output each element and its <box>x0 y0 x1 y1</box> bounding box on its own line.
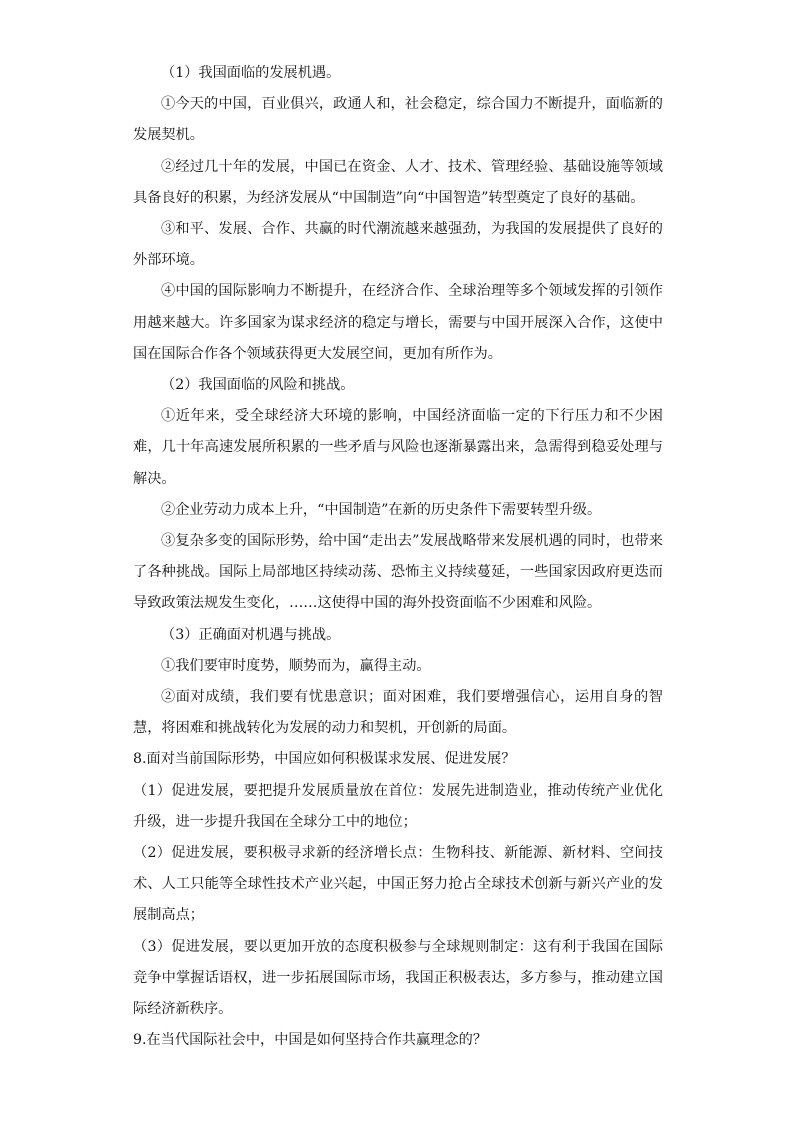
document-body <box>133 58 663 1057</box>
section-heading-risks: （2）我国面临的风险和挑战。 <box>161 377 355 394</box>
paragraph-opportunity-1: ①今天的中国，百业俱兴，政通人和，社会稳定，综合国力不断提升，面临新的发展契机。 <box>133 96 663 144</box>
answer-8-point-1: （1）促进发展，要把提升发展质量放在首位：发展先进制造业，推动传统产业优化升级，进一步提升我国在全球分工中的地位； <box>133 782 663 830</box>
paragraph-opportunity-2: ②经过几十年的发展，中国已在资金、人才、技术、管理经验、基础设施等领域具备良好的积累，为经济发展从“中国制造”向“中国智造”转型奠定了良好的基础。 <box>133 158 663 206</box>
paragraph-risk-3: ③复杂多变的国际形势，给中国“走出去”发展战略带来发展机遇的同时，也带来了各种挑战。国际上局部地区持续动荡、恐怖主义持续蔓延，一些国家因政府更迭而导致政策法规发生变化，……这使得中国的海外投资面临不少困难和风险。 <box>133 533 663 612</box>
paragraph-risk-1: ①近年来，受全球经济大环境的影响，中国经济面临一定的下行压力和不少困难，几十年高速发展所积累的一些矛盾与风险也逐渐暴露出来，急需得到稳妥处理与解决。 <box>133 408 663 487</box>
paragraph-opportunity-4: ④中国的国际影响力不断提升，在经济合作、全球治理等多个领域发挥的引领作用越来越大。许多国家为谋求经济的稳定与增长，需要与中国开展深入合作，这使中国在国际合作各个领域获得更大发展空间，更加有所作为。 <box>133 283 663 362</box>
section-heading-response: （3）正确面对机遇与挑战。 <box>161 626 341 643</box>
paragraph-risk-2: ②企业劳动力成本上升，“中国制造”在新的历史条件下需要转型升级。 <box>161 501 602 518</box>
paragraph-opportunity-3: ③和平、发展、合作、共赢的时代潮流越来越强劲，为我国的发展提供了良好的外部环境。 <box>133 221 663 269</box>
answer-8-point-3: （3）促进发展，要以更加开放的态度积极参与全球规则制定：这有利于我国在国际竞争中掌握话语权，进一步拓展国际市场，我国正积极表达，多方参与，推动建立国际经济新秩序。 <box>133 938 663 1018</box>
paragraph-response-2: ②面对成绩，我们要有忧患意识；面对困难，我们要增强信心，运用自身的智慧，将困难和挑战转化为发展的动力和契机，开创新的局面。 <box>133 689 663 737</box>
question-8: 8.面对当前国际形势，中国应如何积极谋求发展、促进发展？ <box>133 751 516 768</box>
paragraph-response-1: ①我们要审时度势，顺势而为，赢得主动。 <box>161 657 431 674</box>
answer-8-point-2: （2）促进发展，要积极寻求新的经济增长点：生物科技、新能源、新材料、空间技术、人工只能等全球性技术产业兴起，中国正努力抢占全球技术创新与新兴产业的发展制高点； <box>133 845 663 924</box>
question-9: 9.在当代国际社会中，中国是如何坚持合作共赢理念的？ <box>133 1032 488 1049</box>
section-heading-opportunities: （1）我国面临的发展机遇。 <box>161 65 341 81</box>
